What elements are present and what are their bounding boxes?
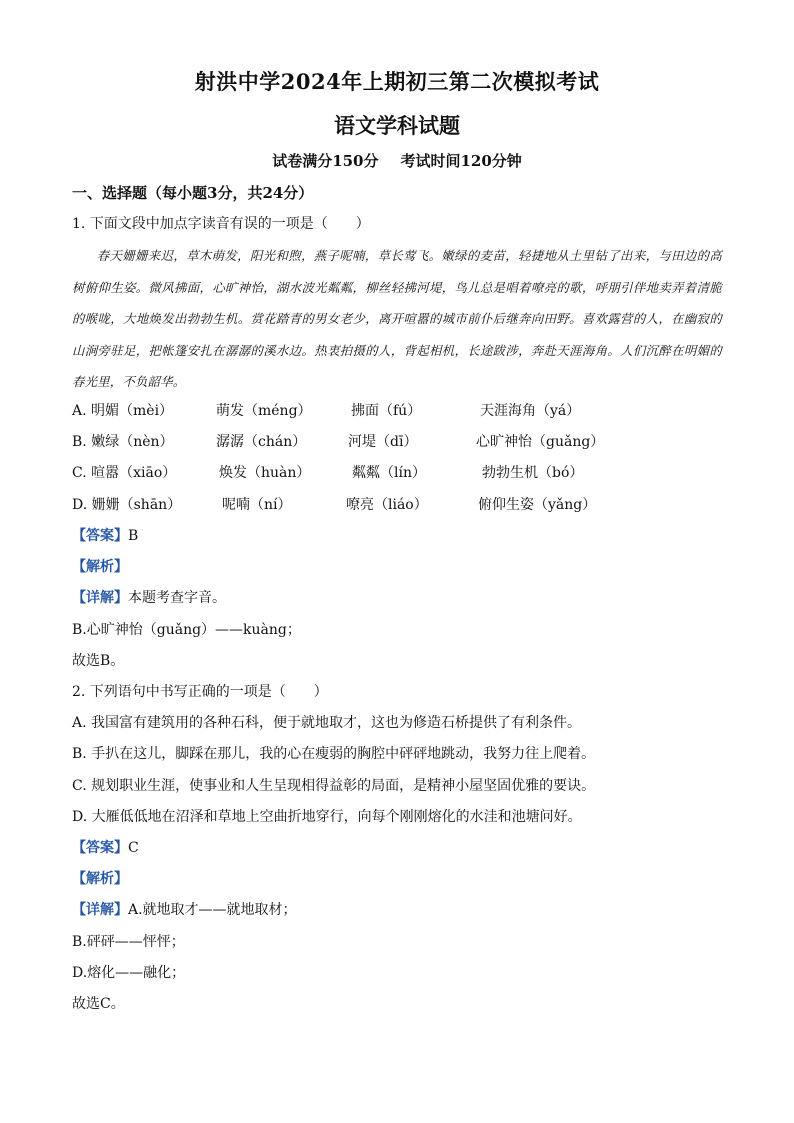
- q1-option-b-1: B. 嫩绿（nèn）: [72, 434, 174, 450]
- q2-option-c: C. 规划职业生涯，使事业和人生呈现相得益彰的局面，是精神小屋坚固优雅的要诀。: [72, 778, 596, 794]
- q2-stem: 2. 下列语句中书写正确的一项是（ ）: [72, 684, 328, 700]
- q1-detail-tag: 【详解】: [72, 590, 128, 606]
- q2-option-a: A. 我国富有建筑用的各种石科，便于就地取才，这也为修造石桥提供了有利条件。: [72, 715, 582, 731]
- q1-answer-value: B: [128, 528, 139, 544]
- q2-answer-value: C: [128, 840, 139, 856]
- q1-fix: B.心旷神怡（guǎng）——kuàng；: [72, 622, 301, 638]
- q2-detail: [72, 899, 297, 919]
- q1-option-c-4: 勃勃生机（bó）: [482, 465, 584, 481]
- q1-option-d-2: 呢喃（ní）: [222, 497, 292, 513]
- section-heading: 一、选择题（每小题3分，共24分）: [72, 184, 314, 202]
- q1-analysis-tag: 【解析】: [72, 559, 128, 575]
- q2-conclusion: 故选C。: [72, 996, 125, 1012]
- q1-detail-text: 本题考查字音。: [128, 590, 226, 606]
- q1-option-d-3: 嘹亮（liáo）: [346, 497, 428, 513]
- q2-fix-1: A.就地取才——就地取材；: [128, 902, 297, 918]
- q2-answer-tag: 【答案】: [72, 840, 128, 856]
- exam-time: 考试时间120分钟: [400, 152, 522, 170]
- q1-option-d-4: 俯仰生姿（yǎng）: [478, 497, 597, 513]
- q1-option-c-2: 焕发（huàn）: [219, 465, 311, 481]
- q1-conclusion: 故选B。: [72, 653, 125, 669]
- q2-option-d: D. 大雁低低地在沼泽和草地上空曲折地穿行，向每个刚刚熔化的水洼和池塘问好。: [72, 809, 582, 825]
- q2-fix-2: B.砰砰——怦怦；: [72, 934, 185, 950]
- q1-passage: 春天姗姗来迟，草木萌发，阳光和煦，燕子呢喃，草长莺飞。嫩绿的麦苗，轻捷地从土里钻了出来，与田边的高树俯仰生姿。微风拂面，心旷神怡，湖水波光粼粼，柳丝轻拂河堤，鸟儿总是唱着嘹亮的歌，呼朋引伴地卖弄着清脆的喉咙，大地焕发出勃勃生机。赏花踏青的男女老少，离开喧嚣的城市前仆后继奔向田野。喜欢露营的人，在幽寂的山涧旁驻足，把帐篷安扎在潺潺的溪水边。热衷拍摄的人，背起相机，长途跋涉，奔赴天涯海角。人们沉醉在明媚的春光里，不负韶华。: [72, 248, 722, 390]
- q2-option-b: B. 手扒在这儿，脚踩在那儿，我的心在瘦弱的胸腔中砰砰地跳动，我努力往上爬着。: [72, 746, 596, 762]
- q1-option-b-2: 潺潺（chán）: [216, 434, 307, 450]
- q1-answer-tag: 【答案】: [72, 528, 128, 544]
- q1-option-c-3: 粼粼（lín）: [352, 465, 426, 481]
- q1-option-a-4: 天涯海角（yá）: [480, 403, 581, 419]
- exam-info: [0, 150, 794, 171]
- q1-option-b-4: 心旷神怡（guǎng）: [476, 434, 605, 450]
- q1-option-a-3: 拂面（fú）: [351, 403, 422, 419]
- q1-option-a-1: A. 明媚（mèi）: [72, 403, 174, 419]
- q1-option-d-1: D. 姗姗（shān）: [72, 497, 182, 513]
- q1-detail: [72, 587, 226, 607]
- q2-answer: [72, 837, 139, 857]
- q1-answer: [72, 525, 138, 545]
- q2-analysis: [72, 868, 128, 888]
- q1-option-c-1: C. 喧嚣（xiāo）: [72, 465, 177, 481]
- q1-option-b-3: 河堤（dī）: [348, 434, 418, 450]
- q1-stem: 1. 下面文段中加点字读音有误的一项是（ ）: [72, 216, 370, 232]
- full-score: 试卷满分150分: [272, 152, 379, 170]
- q2-detail-tag: 【详解】: [72, 902, 128, 918]
- q2-analysis-tag: 【解析】: [72, 871, 128, 887]
- q2-fix-3: D.熔化——融化；: [72, 965, 186, 981]
- q1-analysis: [72, 556, 128, 576]
- subject-title: 语文学科试题: [334, 113, 460, 138]
- q1-option-a-2: 萌发（méng）: [216, 403, 312, 419]
- exam-title: 射洪中学2024年上期初三第二次模拟考试: [194, 69, 600, 94]
